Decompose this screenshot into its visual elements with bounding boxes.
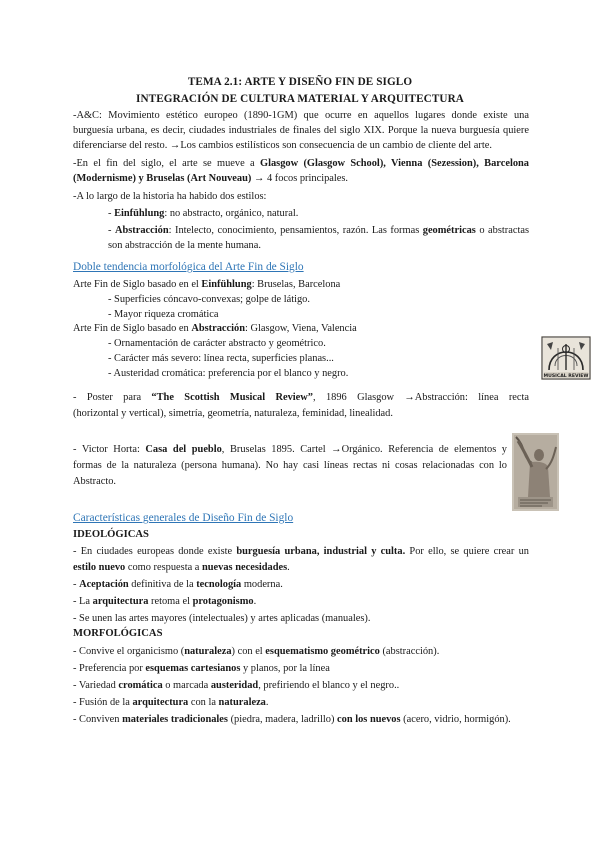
section-heading-doble-tendencia: Doble tendencia morfológica del Arte Fin de Siglo xyxy=(73,261,304,273)
list-item: - Superficies cóncavo-convexas; golpe de látigo. xyxy=(108,294,310,305)
page-title: TEMA 2.1: ARTE Y DISEÑO FIN DE SIGLO xyxy=(187,76,413,88)
list-item: - Einfühlung: no abstracto, orgánico, natural. xyxy=(108,208,299,219)
scottish-musical-review-poster-image xyxy=(541,336,591,380)
body-line: (horizontal y vertical), simetría, geometría, naturaleza, feminidad, linealidad. xyxy=(73,408,393,419)
list-item: - Austeridad cromática: preferencia por el blanco y negro. xyxy=(108,368,349,379)
list-item: - Abstracción: Intelecto, conocimiento, pensamientos, razón. Las formas geométricas o abstractas xyxy=(108,225,529,236)
subheading-ideologicas: IDEOLÓGICAS xyxy=(73,529,149,540)
list-item: - Ornamentación de carácter abstracto y geométrico. xyxy=(108,338,326,349)
body-line: - Convive el organicismo (naturaleza) con el esquematismo geométrico (abstracción). xyxy=(73,646,440,657)
body-line: - Victor Horta: Casa del pueblo, Bruselas 1895. Cartel →Orgánico. Referencia de elementos y xyxy=(73,444,508,455)
intro-line: -En el fin del siglo, el arte se mueve a Glasgow (Glasgow School), Vienna (Sezession), Barcelona xyxy=(73,158,529,169)
body-line: Arte Fin de Siglo basado en Abstracción: Glasgow, Viena, Valencia xyxy=(73,323,357,334)
intro-line: (Modernisme) y Bruselas (Art Nouveau) → 4 focos principales. xyxy=(73,173,349,184)
body-line: - Fusión de la arquitectura con la naturaleza. xyxy=(73,697,269,708)
page-subtitle: INTEGRACIÓN DE CULTURA MATERIAL Y ARQUITECTURA xyxy=(136,93,464,105)
body-line: - Aceptación definitiva de la tecnología moderna. xyxy=(73,579,283,590)
casa-del-pueblo-poster-image xyxy=(512,433,559,511)
body-line: - En ciudades europeas donde existe burguesía urbana, industrial y culta. Por ello, se quiere crear un xyxy=(73,546,529,557)
intro-line: -A lo largo de la historia ha habido dos estilos: xyxy=(73,191,267,202)
body-line: estilo nuevo como respuesta a nuevas necesidades. xyxy=(73,562,290,573)
body-line: - Preferencia por esquemas cartesianos y planos, por la línea xyxy=(73,663,330,674)
list-item: - Mayor riqueza cromática xyxy=(108,309,219,320)
subheading-morfologicas: MORFOLÓGICAS xyxy=(73,628,163,639)
body-line: Arte Fin de Siglo basado en el Einfühlung: Bruselas, Barcelona xyxy=(73,279,341,290)
body-line: - Variedad cromática o marcada austeridad, prefiriendo el blanco y el negro.. xyxy=(73,680,400,691)
body-line: - Conviven materiales tradicionales (piedra, madera, ladrillo) con los nuevos (acero, vidrio, hormigón). xyxy=(73,714,511,725)
list-item-continuation: son abstracción de la mente humana. xyxy=(108,240,261,251)
body-line: formas de la naturaleza (persona humana). No hay casi líneas rectas ni cosas relacionadas con lo xyxy=(73,460,507,471)
list-item: - Carácter más severo: línea recta, superficies planas... xyxy=(108,353,334,364)
section-heading-caracteristicas: Características generales de Diseño Fin de Siglo xyxy=(73,512,294,524)
poster-caption: MUSICAL REVIEW xyxy=(543,374,589,379)
body-line: - Poster para “The Scottish Musical Review”, 1896 Glasgow →Abstracción: línea recta xyxy=(73,392,529,403)
body-line: Abstracto. xyxy=(73,476,116,487)
intro-line: burguesía urbana, es decir, ciudades industriales de finales del siglo XIX. Porque la nueva burguesía quiere xyxy=(73,125,529,136)
body-line: - La arquitectura retoma el protagonismo. xyxy=(73,596,257,607)
body-line: - Se unen las artes mayores (intelectuales) y artes aplicadas (manuales). xyxy=(73,613,371,624)
intro-line: diferenciarse del resto. →Los cambios estilísticos son consecuencia de un cambio de cliente del arte. xyxy=(73,140,492,151)
intro-line: -A&C: Movimiento estético europeo (1890-1GM) que ocurre en aquellos lugares donde existe una xyxy=(73,110,529,121)
